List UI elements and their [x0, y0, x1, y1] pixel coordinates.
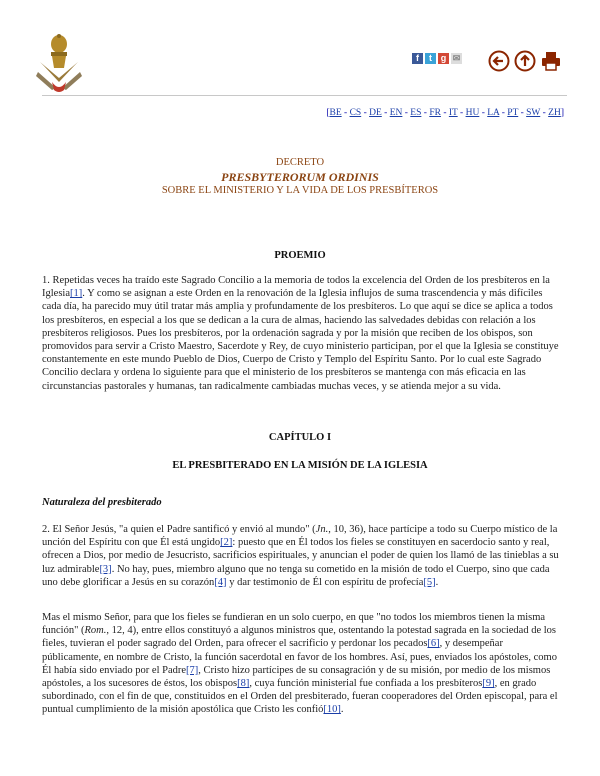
text: , en grado subordinado, con el fin de que, constituidos en el Orden del presbiterado, fueran cooperadores del Orden episcopal, para el puntual cumplimiento de la misión apostólica que Cristo les confió [42, 678, 558, 716]
text: . [340, 704, 344, 716]
text: , cuya función ministerial fue confiada a los presbíteros [249, 678, 483, 690]
lang-link[interactable]: HU [465, 108, 480, 118]
text: . Y como se asignan a este Orden en la renovación de la Iglesia influjos de suma trascendencia y más difíciles cada día, ha parecido muy útil tratar más amplia y profundamente de los presbíteros. Lo que aquí se dice se aplica a todos los presbíteros, en especial a los que se dedican a la cura de almas, haciendo las salvedades debidas con relación a los presbíteros religiosos. Pues los presbíteros, por la ordenación sagrada y por la misión que reciben de los obispos, son promovidos para servir a Cristo Maestro, Sacerdote y Rey, de cuyo ministerio participan, por el que la Iglesia se constituye constantemente en este mundo Pueblo de Dios, Cuerpo de Cristo y Templo del Espíritu Santo. Por lo cual este Sagrado Concilio declara y ordena lo siguiente para que el ministerio de los presbíteros se mantenga con más eficacia en las circunstancias pastorales y humanas, tan radicalmente cambiadas muchas veces, y se atienda mejor a su vida. [42, 288, 559, 392]
lang-link[interactable]: IT [448, 108, 458, 118]
paragraph-2 [42, 523, 560, 589]
decree-label: DECRETO [275, 157, 325, 168]
back-arrow-icon[interactable] [488, 50, 510, 72]
text: . No hay, pues, miembro alguno que no tenga su cometido en la misión de todo el Cuerpo, sino que cada uno debe glorificar a Jesús en su corazón [42, 563, 550, 588]
paragraph-1 [42, 274, 560, 393]
share-icons [412, 53, 462, 64]
document-page [42, 0, 567, 716]
text: Mas el mismo Señor, para que los fieles se fundieran en un solo cuerpo, en que "no todos los miembros tienen la misma función" ( [42, 612, 546, 637]
twitter-icon[interactable]: t [425, 53, 436, 64]
text: , 10, 36), hace partícipe a todo su Cuerpo místico de la unción del Espíritu con que Él está ungido [42, 524, 558, 549]
footnote-link[interactable]: [4] [214, 576, 227, 588]
footnote-link[interactable]: [3] [99, 563, 112, 575]
language-links: [BE - CS - DE - EN - ES - FR - IT - HU - LA - PT - SW - ZH] [326, 108, 564, 118]
lang-link[interactable]: ES [410, 108, 422, 118]
text: , 12, 4), entre ellos constituyó a algunos ministros que, ostentando la potestad sagrada en la sociedad de los fieles, tuvieran el poder sagrado del Orden, para ofrecer el sacrificio y perdonar los pecados [42, 625, 557, 650]
citation: Jn. [315, 524, 329, 535]
footnote-link[interactable]: [8] [237, 678, 250, 690]
footnote-link[interactable]: [7] [186, 664, 199, 676]
text: y dar testimonio de Él con espíritu de profecía [226, 576, 424, 588]
mail-icon[interactable]: ✉ [452, 53, 461, 63]
footnote-link[interactable]: [5] [423, 576, 436, 588]
footnote-link[interactable]: [2] [220, 537, 233, 549]
google-plus-icon[interactable]: g [438, 53, 449, 64]
nav-icons [488, 50, 562, 72]
text: . [435, 576, 439, 588]
lang-link[interactable]: LA [487, 108, 500, 118]
lang-link[interactable]: EN [389, 108, 403, 118]
chapter-heading: CAPÍTULO I [268, 432, 332, 443]
text: 1. Repetidas veces ha traído este Sagrado Concilio a la memoria de todos la excelencia del Orden de los presbíteros en la Iglesia [42, 275, 550, 300]
lang-link[interactable]: CS [349, 108, 362, 118]
text: : puesto que en Él todos los fieles se constituyen en sacerdocio santo y real, ofrecen a Dios, por medio de Jesucristo, sacrificios espirituales, y anuncian el poder de quien los llamó de las tinieblas a su luz admirable [42, 537, 559, 575]
footnote-link[interactable]: [10] [323, 704, 341, 716]
lang-link[interactable]: PT [507, 108, 519, 118]
lang-link[interactable]: FR [429, 108, 441, 118]
document-title: PRESBYTERORUM ORDINIS [221, 170, 379, 184]
footnote-link[interactable]: [1] [70, 288, 83, 300]
lang-link[interactable]: ZH [548, 108, 561, 118]
paragraph-3 [42, 611, 560, 717]
print-icon[interactable] [540, 50, 562, 72]
header-divider [42, 95, 567, 96]
footnote-link[interactable]: [9] [482, 678, 495, 690]
text: , Cristo hizo partícipes de su consagración y de su misión, por medio de los mismos apóstoles, a los sucesores de éstos, los obispos [42, 664, 551, 690]
text: 2. El Señor Jesús, "a quien el Padre santificó y envió al mundo" ( [42, 524, 316, 535]
lang-link[interactable]: DE [369, 108, 382, 118]
footnote-link[interactable]: [6] [427, 638, 440, 650]
page-header [42, 0, 567, 95]
lang-link[interactable]: SW [526, 108, 541, 118]
section-subheading: Naturaleza del presbiterado [42, 497, 162, 508]
text: , y desempeñar públicamente, en nombre de Cristo, la función sacerdotal en favor de los hombres. Así, pues, enviados los apóstoles, como Él había sido enviado por el Padre [42, 638, 557, 676]
citation: Rom. [84, 625, 107, 637]
facebook-icon[interactable]: f [412, 53, 423, 64]
lang-link[interactable]: BE [329, 108, 342, 118]
document-subtitle: SOBRE EL MINISTERIO Y LA VIDA DE LOS PRESBÍTEROS [161, 185, 439, 196]
up-arrow-icon[interactable] [514, 50, 536, 72]
chapter-title: EL PRESBITERADO EN LA MISIÓN DE LA IGLESIA [172, 460, 428, 471]
papal-emblem-icon [30, 32, 88, 94]
proemio-heading: PROEMIO [274, 250, 326, 261]
